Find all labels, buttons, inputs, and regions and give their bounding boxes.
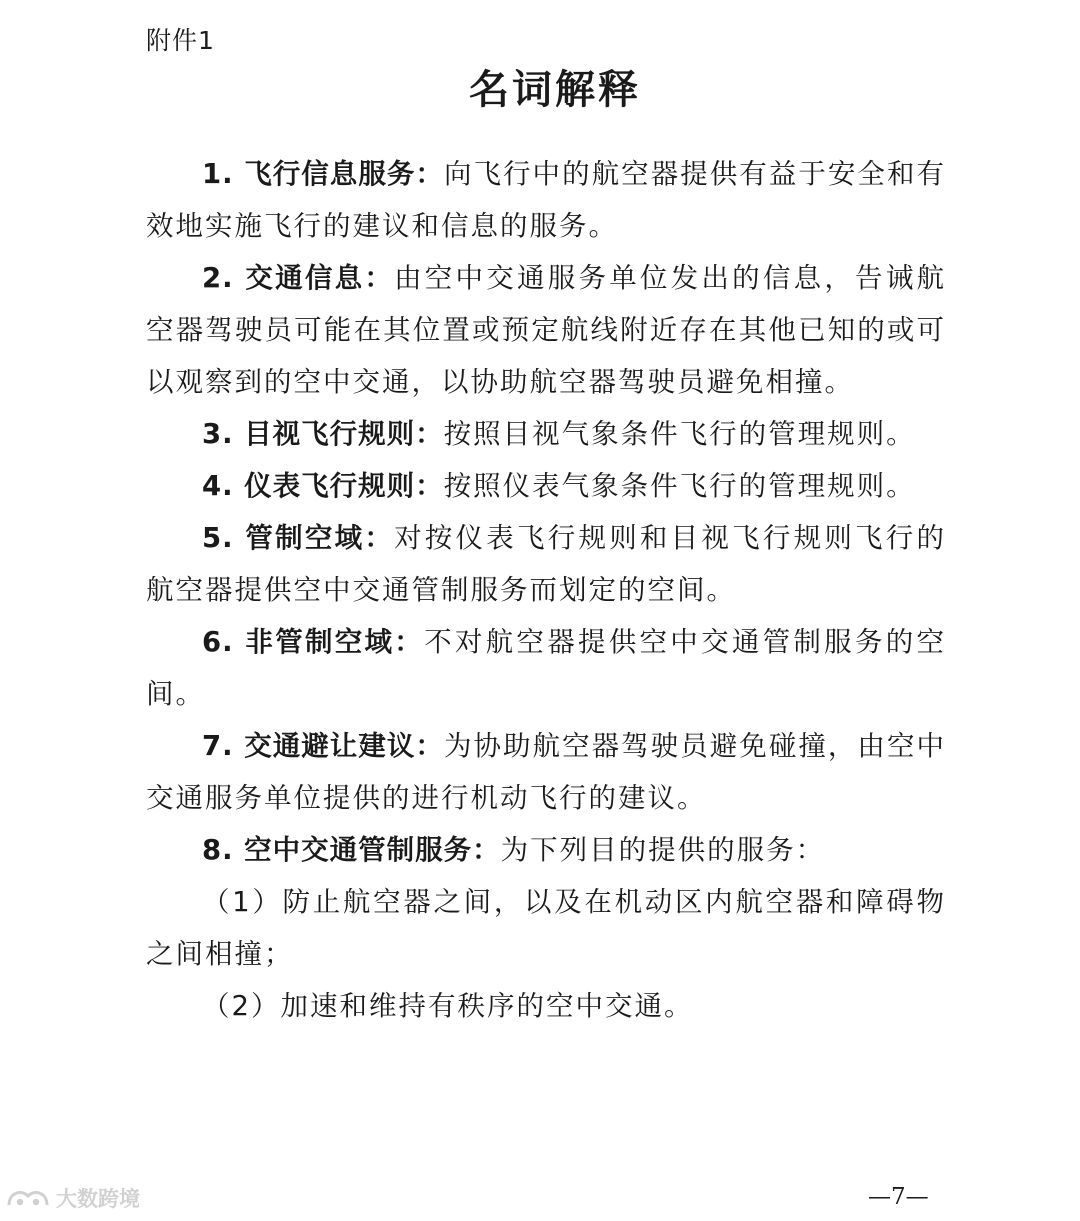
definition-term: 7. 交通避让建议： — [202, 730, 444, 762]
definition-term: 4. 仪表飞行规则： — [202, 470, 444, 502]
definition-item-1 — [146, 148, 946, 252]
subitem-1: （1）防止航空器之间，以及在机动区内航空器和障碍物之间相撞； — [146, 886, 946, 970]
definition-term: 2. 交通信息： — [202, 262, 395, 294]
definition-item-6 — [146, 616, 946, 720]
definition-term: 1. 飞行信息服务： — [202, 158, 444, 190]
page-number: —7— — [868, 1184, 929, 1210]
definition-text: 对按仪表飞行规则和目视飞行规则飞行的航空器提供空中交通管制服务而划定的空间。 — [146, 522, 947, 606]
subitem-2: （2）加速和维持有秩序的空中交通。 — [202, 990, 694, 1022]
definition-term: 8. 空中交通管制服务： — [202, 834, 501, 866]
definition-term: 5. 管制空域： — [202, 522, 395, 554]
definition-text: 按照仪表气象条件飞行的管理规则。 — [443, 470, 916, 502]
definitions-list — [146, 148, 946, 1032]
definition-item-2 — [146, 252, 946, 408]
definition-text: 为下列目的提供的服务： — [500, 834, 826, 866]
definition-item-5 — [146, 512, 946, 616]
definition-term: 6. 非管制空域： — [202, 626, 425, 658]
page-title: 名词解释 — [469, 67, 641, 113]
watermark-text: 大数跨境 — [56, 1187, 140, 1211]
definition-text: 不对航空器提供空中交通管制服务的空间。 — [146, 626, 947, 710]
definition-term: 3. 目视飞行规则： — [202, 418, 444, 450]
definition-item-4 — [146, 460, 946, 512]
definition-text: 按照目视气象条件飞行的管理规则。 — [443, 418, 916, 450]
watermark-logo-icon — [6, 1185, 50, 1211]
watermark — [6, 1183, 140, 1213]
definition-item-7 — [146, 720, 946, 824]
definition-text: 向飞行中的航空器提供有益于安全和有效地实施飞行的建议和信息的服务。 — [146, 158, 946, 242]
definition-item-3 — [146, 408, 946, 460]
attachment-label: 附件1 — [146, 26, 215, 55]
definition-item-8 — [146, 824, 946, 876]
definition-text: 由空中交通服务单位发出的信息，告诫航空器驾驶员可能在其位置或预定航线附近存在其他已知的或可以观察到的空中交通，以协助航空器驾驶员避免相撞。 — [146, 262, 947, 398]
definition-text: 为协助航空器驾驶员避免碰撞，由空中交通服务单位提供的进行机动飞行的建议。 — [146, 730, 946, 814]
